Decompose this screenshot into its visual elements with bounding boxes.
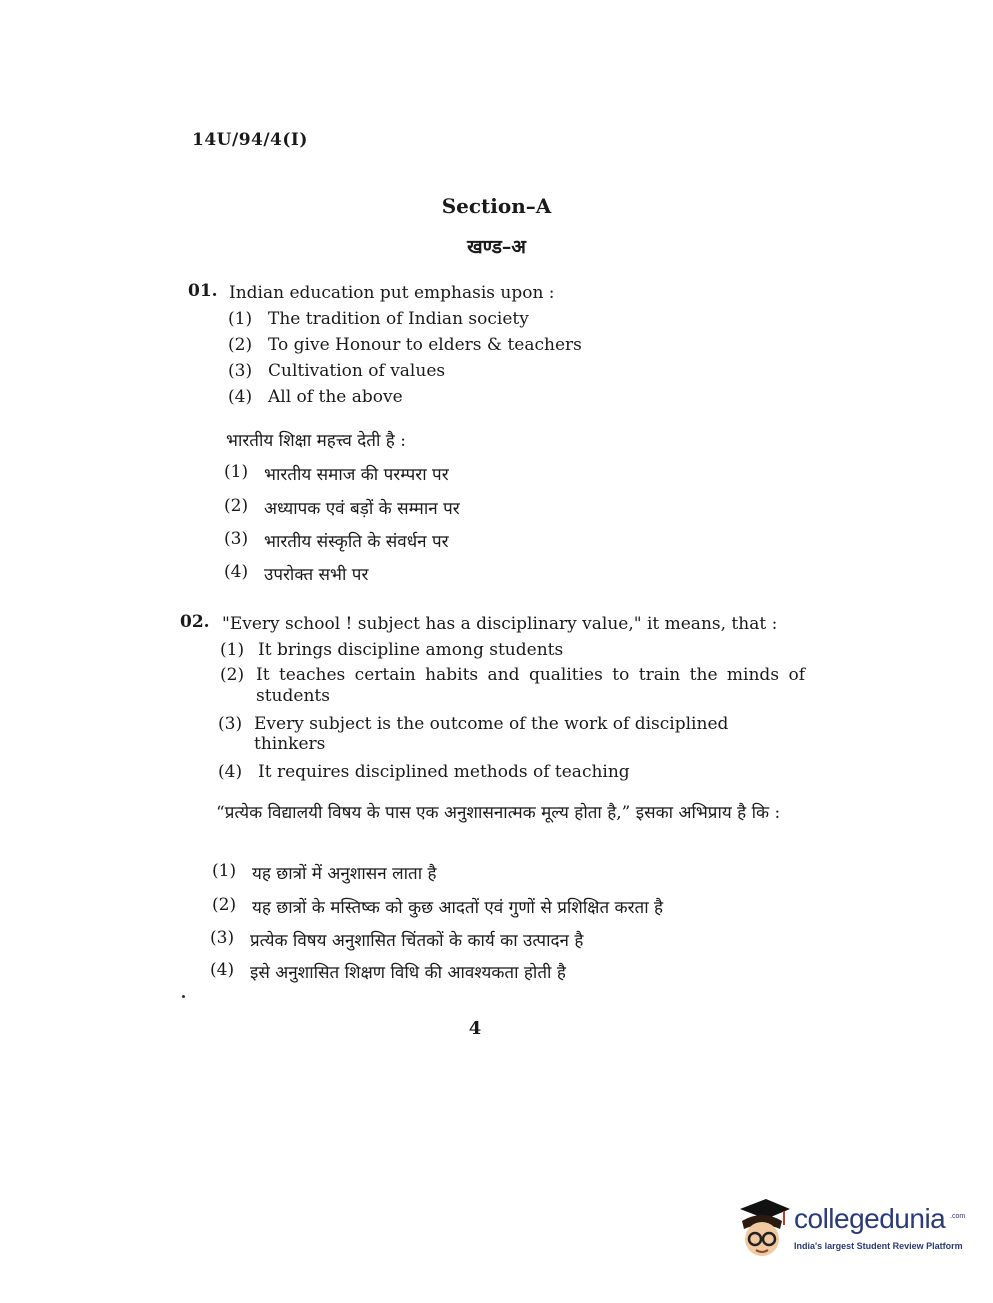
option bbox=[228, 361, 788, 381]
option-text: It requires disciplined methods of teaching bbox=[258, 762, 630, 782]
option-number: (1) bbox=[224, 462, 249, 482]
option-number: (3) bbox=[228, 361, 253, 381]
option-hindi bbox=[210, 960, 800, 983]
question-text: "Every school ! subject has a disciplinary value," it means, that : bbox=[222, 614, 778, 634]
option-number: (3) bbox=[218, 714, 243, 734]
option-text: प्रत्येक विषय अनुशासित चिंतकों के कार्य का उत्पादन है bbox=[250, 931, 584, 951]
question-text: Indian education put emphasis upon : bbox=[229, 283, 555, 303]
option-hindi bbox=[224, 462, 784, 485]
option-hindi bbox=[224, 529, 784, 552]
section-title-hindi: खण्ड–अ bbox=[467, 236, 526, 258]
option-number: (2) bbox=[228, 335, 253, 355]
brand-suffix: .com bbox=[950, 1213, 966, 1220]
option-text: Every subject is the outcome of the work of disciplined thinkers bbox=[254, 714, 729, 754]
option bbox=[228, 335, 788, 355]
option-text: अध्यापक एवं बड़ों के सम्मान पर bbox=[264, 499, 460, 519]
question-number: 02. bbox=[180, 612, 210, 632]
option-number: (3) bbox=[224, 529, 249, 549]
option-text: All of the above bbox=[268, 387, 403, 407]
option-number: (2) bbox=[220, 665, 245, 685]
paper-code: 14U/94/4(I) bbox=[192, 130, 308, 150]
option-hindi bbox=[212, 895, 802, 918]
option-text: भारतीय समाज की परम्परा पर bbox=[264, 465, 449, 485]
brand-tagline: India's largest Student Review Platform bbox=[794, 1241, 963, 1251]
option-text: भारतीय संस्कृति के संवर्धन पर bbox=[264, 532, 449, 552]
option bbox=[218, 714, 803, 754]
question-number: 01. bbox=[188, 281, 218, 301]
option-text: यह छात्रों में अनुशासन लाता है bbox=[252, 864, 437, 884]
option-number: (4) bbox=[224, 562, 249, 582]
question-text-hindi: “प्रत्येक विद्यालयी विषय के पास एक अनुशासनात्मक मूल्य होता है,” इसका अभिप्राय है कि : bbox=[216, 803, 781, 823]
option-text: उपरोक्त सभी पर bbox=[264, 565, 369, 585]
option-number: (2) bbox=[212, 895, 237, 915]
option-hindi bbox=[212, 861, 802, 884]
section-title: Section–A bbox=[441, 194, 552, 218]
option bbox=[218, 762, 803, 782]
option bbox=[228, 309, 788, 329]
option bbox=[220, 665, 805, 707]
option-text: इसे अनुशासित शिक्षण विधि की आवश्यकता होती है bbox=[250, 963, 566, 983]
question-text-hindi: भारतीय शिक्षा महत्त्व देती है : bbox=[226, 431, 406, 451]
brand-name: collegedunia bbox=[794, 1203, 946, 1234]
page-number: 4 bbox=[468, 1018, 482, 1039]
option-text: Cultivation of values bbox=[268, 361, 446, 381]
option-text: It brings discipline among students bbox=[258, 640, 564, 660]
option-text: It teaches certain habits and qualities to train the minds of students bbox=[256, 665, 805, 706]
option-text: To give Honour to elders & teachers bbox=[268, 335, 582, 355]
option-number: (3) bbox=[210, 928, 235, 948]
option-number: (1) bbox=[228, 309, 253, 329]
option bbox=[220, 640, 805, 660]
option-number: (2) bbox=[224, 496, 249, 516]
stray-mark bbox=[182, 995, 185, 998]
option-number: (4) bbox=[218, 762, 243, 782]
option-text: The tradition of Indian society bbox=[268, 309, 529, 329]
graduate-mascot-icon bbox=[732, 1195, 792, 1265]
option-number: (1) bbox=[220, 640, 245, 660]
option bbox=[228, 387, 788, 407]
watermark-logo bbox=[732, 1195, 966, 1265]
option-hindi bbox=[224, 496, 784, 519]
option-number: (1) bbox=[212, 861, 237, 881]
option-hindi bbox=[224, 562, 784, 585]
option-number: (4) bbox=[210, 960, 235, 980]
option-hindi bbox=[210, 928, 800, 951]
option-number: (4) bbox=[228, 387, 253, 407]
option-text: यह छात्रों के मस्तिष्क को कुछ आदतों एवं गुणों से प्रशिक्षित करता है bbox=[252, 898, 664, 918]
